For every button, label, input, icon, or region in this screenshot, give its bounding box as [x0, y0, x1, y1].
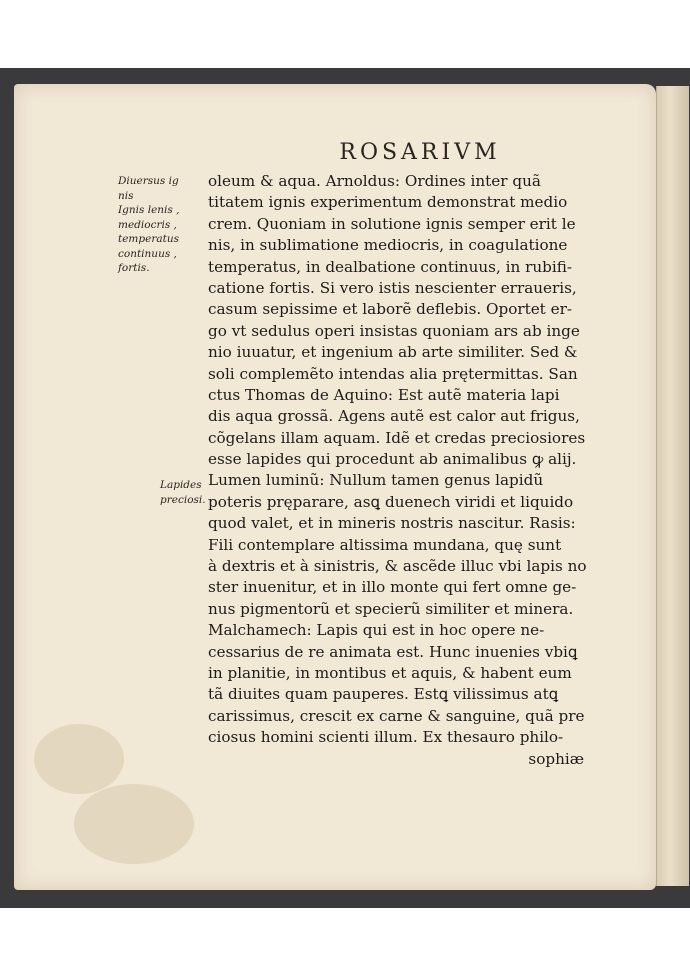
text-line: temperatus, in dealbatione continuus, in rubifi- — [208, 257, 572, 276]
text-line: ctus Thomas de Aquino: Est autẽ materia lapi — [208, 385, 560, 404]
text-line: cessarius de re animata est. Hunc inuenies vbiꝗ — [208, 642, 578, 661]
catchword: sophiæ — [528, 749, 584, 768]
marginal-note-fire-degrees — [118, 174, 179, 276]
paper-stain — [74, 784, 194, 864]
text-line: nis, in sublimatione mediocris, in coagulatione — [208, 236, 568, 255]
marginal-line: Ignis lenis , — [118, 204, 180, 216]
text-line: Fili contemplare altissima mundana, quę sunt — [208, 535, 562, 554]
paper-stain — [34, 724, 124, 794]
text-line: ciosus homini scienti illum. Ex thesauro philo- — [208, 728, 564, 747]
marginal-line: nis — [118, 189, 134, 202]
text-line: soli complemẽto intendas alia prętermittas. San — [208, 364, 578, 383]
marginal-line: Diuersus ig — [118, 175, 179, 187]
body-text — [208, 171, 608, 770]
text-line: dis aqua grossã. Agens autẽ est calor aut frigus, — [208, 407, 580, 426]
text-line: oleum & aqua. Arnoldus: Ordines inter quã — [208, 172, 541, 190]
text-line: go vt sedulus operi insistas quoniam ars ab inge — [208, 321, 580, 340]
text-line: catione fortis. Si vero istis nescienter erraueris, — [208, 278, 577, 297]
running-header: ROSARIVM — [339, 140, 501, 165]
marginal-line: preciosi. — [160, 493, 206, 506]
text-line: Malchamech: Lapis qui est in hoc opere ne- — [208, 621, 545, 640]
marginal-line: Lapides — [160, 479, 202, 491]
marginal-note-precious-stones — [160, 478, 206, 507]
text-line: Lumen luminũ: Nullum tamen genus lapidũ — [208, 471, 544, 490]
facing-page-edge — [656, 86, 689, 886]
text-line: poteris pręparare, asꝗ duenech viridi et liquido — [208, 492, 574, 511]
marginal-line: temperatus — [118, 233, 179, 245]
text-line: nio iuuatur, et ingenium ab arte similiter. Sed & — [208, 343, 578, 362]
marginal-line: mediocris , — [118, 218, 177, 231]
marginal-line: fortis. — [118, 262, 150, 274]
text-line: esse lapides qui procedunt ab animalibus ꝙ alij. — [208, 450, 577, 469]
text-line: à dextris et à sinistris, & ascẽde illuc vbi lapis no — [208, 557, 587, 576]
text-line: cõgelans illam aquam. Idẽ et credas preciosiores — [208, 428, 586, 447]
text-line: crem. Quoniam in solutione ignis semper erit le — [208, 214, 576, 233]
text-line: quod valet, et in mineris nostris nascitur. Rasis: — [208, 514, 576, 533]
text-line: titatem ignis experimentum demonstrat medio — [208, 193, 568, 212]
text-line: in planitie, in montibus et aquis, & habent eum — [208, 663, 572, 682]
text-line: casum sepissime et laborẽ deflebis. Oportet er- — [208, 300, 572, 319]
text-line: carissimus, crescit ex carne & sanguine, quã pre — [208, 706, 585, 725]
marginal-line: continuus , — [118, 247, 177, 260]
text-line: tã diuites quam pauperes. Estꝗ vilissimus atꝗ — [208, 685, 559, 704]
text-line: nus pigmentorũ et specierũ similiter et minera. — [208, 599, 574, 618]
text-line: ster inuenitur, et in illo monte qui fert omne ge- — [208, 578, 577, 597]
